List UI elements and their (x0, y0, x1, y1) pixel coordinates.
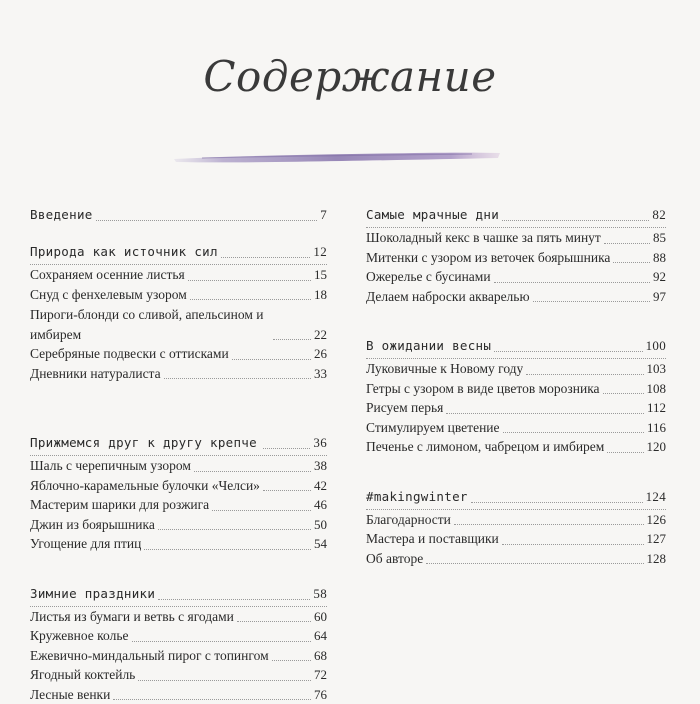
toc-entry-page-number: 97 (653, 287, 666, 307)
toc-entry-page-number: 54 (314, 534, 327, 554)
toc-entry-label: Сохраняем осенние листья (30, 265, 185, 285)
toc-entry[interactable] (30, 607, 327, 627)
toc-entry[interactable] (366, 379, 666, 399)
toc-entry-label: Стимулируем цветение (366, 418, 500, 438)
toc-entry-label: Угощение для птиц (30, 534, 141, 554)
toc-entry-page-number: 68 (314, 646, 327, 666)
dot-leader (603, 393, 644, 394)
toc-entry[interactable] (366, 510, 666, 530)
dot-leader (533, 301, 650, 302)
dot-leader (158, 529, 311, 530)
dot-leader (607, 452, 643, 453)
section-heading-label: #makingwinter (366, 487, 468, 507)
toc-entry[interactable] (30, 534, 327, 554)
section-gap (30, 383, 327, 413)
toc-entry-page-number: 46 (314, 495, 327, 515)
dot-leader (194, 471, 311, 472)
toc-entry-page-number: 126 (647, 510, 667, 530)
toc-entry-page-number: 128 (647, 549, 667, 569)
dot-leader (96, 220, 318, 221)
toc-entry-label: Шоколадный кекс в чашке за пять минут (366, 228, 601, 248)
toc-entry-page-number: 85 (653, 228, 666, 248)
toc-entry-label: Рисуем перья (366, 398, 443, 418)
dot-leader (164, 378, 311, 379)
toc-section (30, 242, 327, 383)
toc-entry-label: Дневники натуралиста (30, 364, 161, 384)
dot-leader (604, 243, 650, 244)
dot-leader (188, 280, 311, 281)
toc-entry[interactable] (366, 359, 666, 379)
dot-leader (273, 339, 311, 340)
section-gap (30, 225, 327, 242)
toc-entry-page-number: 116 (647, 418, 666, 438)
toc-entry-label: Мастерим шарики для розжига (30, 495, 209, 515)
toc-section (366, 487, 666, 569)
toc-entry[interactable] (366, 287, 666, 307)
section-heading-label: Зимние праздники (30, 584, 155, 604)
toc-section (366, 336, 666, 457)
dot-leader (494, 282, 650, 283)
toc-entry-page-number: 18 (314, 285, 327, 305)
toc-entry-page-number: 60 (314, 607, 327, 627)
section-heading-label: Самые мрачные дни (366, 205, 499, 225)
section-heading-label: Введение (30, 205, 93, 225)
toc-section (30, 584, 327, 704)
dot-leader (138, 680, 311, 681)
dot-leader (263, 448, 310, 449)
toc-entry-page-number: 92 (653, 267, 666, 287)
toc-left-column (30, 205, 327, 704)
dot-leader (613, 262, 650, 263)
toc-entry[interactable] (366, 549, 666, 569)
toc-entry-page-number: 108 (647, 379, 667, 399)
toc-entry[interactable] (366, 228, 666, 248)
toc-entry-label: Митенки с узором из веточек боярышника (366, 248, 610, 268)
toc-entry[interactable] (30, 364, 327, 384)
page-title: Содержание (0, 52, 700, 101)
toc-entry-label: Об авторе (366, 549, 423, 569)
toc-entry-label: Мастера и поставщики (366, 529, 499, 549)
dot-leader (190, 299, 311, 300)
toc-entry-label: Снуд с фенхелевым узором (30, 285, 187, 305)
toc-entry[interactable] (30, 456, 327, 476)
toc-entry[interactable] (366, 418, 666, 438)
dot-leader (454, 524, 644, 525)
dot-leader (494, 351, 642, 352)
toc-entry-page-number: 64 (314, 626, 327, 646)
dot-leader (132, 641, 311, 642)
section-gap (366, 306, 666, 336)
toc-section (366, 205, 666, 306)
section-page-number: 124 (646, 487, 666, 507)
toc-entry[interactable] (30, 495, 327, 515)
dot-leader (503, 432, 644, 433)
dot-leader (471, 502, 643, 503)
dot-leader (237, 621, 311, 622)
dot-leader (212, 510, 311, 511)
toc-entry-page-number: 50 (314, 515, 327, 535)
toc-entry[interactable] (30, 285, 327, 305)
toc-entry-label: Пироги-блонди со сливой, апельсином и имбирем (30, 305, 270, 344)
section-page-number: 12 (313, 242, 327, 262)
dot-leader (263, 490, 311, 491)
toc-entry-page-number: 72 (314, 665, 327, 685)
toc-entry-label: Серебряные подвески с оттисками (30, 344, 229, 364)
toc-section-heading[interactable] (30, 205, 327, 225)
toc-entry[interactable] (30, 685, 327, 704)
toc-entry-label: Джин из боярышника (30, 515, 155, 535)
toc-entry-page-number: 112 (647, 398, 666, 418)
dot-leader (502, 220, 649, 221)
toc-section-heading[interactable] (30, 242, 327, 262)
toc-entry[interactable] (30, 304, 327, 344)
toc-entry-label: Лесные венки (30, 685, 110, 704)
toc-entry-page-number: 33 (314, 364, 327, 384)
toc-entry-page-number: 76 (314, 685, 327, 704)
toc-entry-label: Яблочно-карамельные булочки «Челси» (30, 476, 260, 496)
toc-entry-label: Делаем наброски акварелью (366, 287, 530, 307)
toc-entry-page-number: 88 (653, 248, 666, 268)
toc-entry[interactable] (366, 529, 666, 549)
toc-entry-label: Кружевное колье (30, 626, 129, 646)
section-page-number: 82 (652, 205, 666, 225)
toc-entry-label: Благодарности (366, 510, 451, 530)
toc-section-heading[interactable] (366, 336, 666, 356)
toc-entry[interactable] (30, 626, 327, 646)
dot-leader (526, 374, 643, 375)
toc-entry[interactable] (30, 665, 327, 685)
toc-entry-label: Гетры с узором в виде цветов морозника (366, 379, 600, 399)
toc-entry-page-number: 127 (647, 529, 667, 549)
dot-leader (446, 413, 644, 414)
toc-entry-page-number: 15 (314, 265, 327, 285)
section-page-number: 36 (313, 433, 327, 453)
toc-entry-page-number: 42 (314, 476, 327, 496)
section-page-number: 58 (313, 584, 327, 604)
toc-entry[interactable] (366, 437, 666, 457)
dot-leader (221, 257, 311, 258)
toc-section (30, 205, 327, 225)
toc-entry-label: Ягодный коктейль (30, 665, 135, 685)
section-gap (30, 554, 327, 584)
toc-entry[interactable] (366, 248, 666, 268)
toc-entry-label: Печенье с лимоном, чабрецом и имбирем (366, 437, 604, 457)
toc-section (30, 413, 327, 554)
toc-entry-page-number: 38 (314, 456, 327, 476)
dot-leader (144, 549, 311, 550)
toc-entry-label: Шаль с черепичным узором (30, 456, 191, 476)
toc-entry[interactable] (366, 267, 666, 287)
toc-section-heading[interactable] (366, 487, 666, 507)
toc-entry-label: Ежевично-миндальный пирог с топингом (30, 646, 269, 666)
toc-entry-page-number: 22 (314, 325, 327, 345)
dot-leader (158, 599, 310, 600)
section-gap (366, 457, 666, 487)
section-heading-label: В ожидании весны (366, 336, 491, 356)
toc-entry-label: Луковичные к Новому году (366, 359, 523, 379)
dot-leader (502, 544, 644, 545)
toc-entry[interactable] (366, 398, 666, 418)
toc-entry[interactable] (30, 515, 327, 535)
toc-entry[interactable] (30, 646, 327, 666)
toc-section-heading[interactable] (30, 413, 327, 453)
toc-entry-page-number: 120 (647, 437, 667, 457)
dot-leader (232, 359, 311, 360)
toc-section-heading[interactable] (30, 584, 327, 604)
watercolor-brush-stroke (172, 148, 502, 166)
toc-entry[interactable] (30, 344, 327, 364)
toc-right-column (366, 205, 666, 568)
section-heading-label: Природа как источник сил (30, 242, 218, 262)
section-heading-label: Прижмемся друг к другу крепче (30, 433, 260, 453)
toc-entry-page-number: 26 (314, 344, 327, 364)
toc-entry-label: Листья из бумаги и ветвь с ягодами (30, 607, 234, 627)
toc-entry-label: Ожерелье с бусинами (366, 267, 491, 287)
section-page-number: 7 (320, 205, 327, 225)
toc-entry[interactable] (30, 265, 327, 285)
dot-leader (426, 563, 643, 564)
dot-leader (272, 660, 311, 661)
toc-entry-page-number: 103 (647, 359, 667, 379)
toc-entry[interactable] (30, 476, 327, 496)
section-page-number: 100 (646, 336, 666, 356)
toc-section-heading[interactable] (366, 205, 666, 225)
